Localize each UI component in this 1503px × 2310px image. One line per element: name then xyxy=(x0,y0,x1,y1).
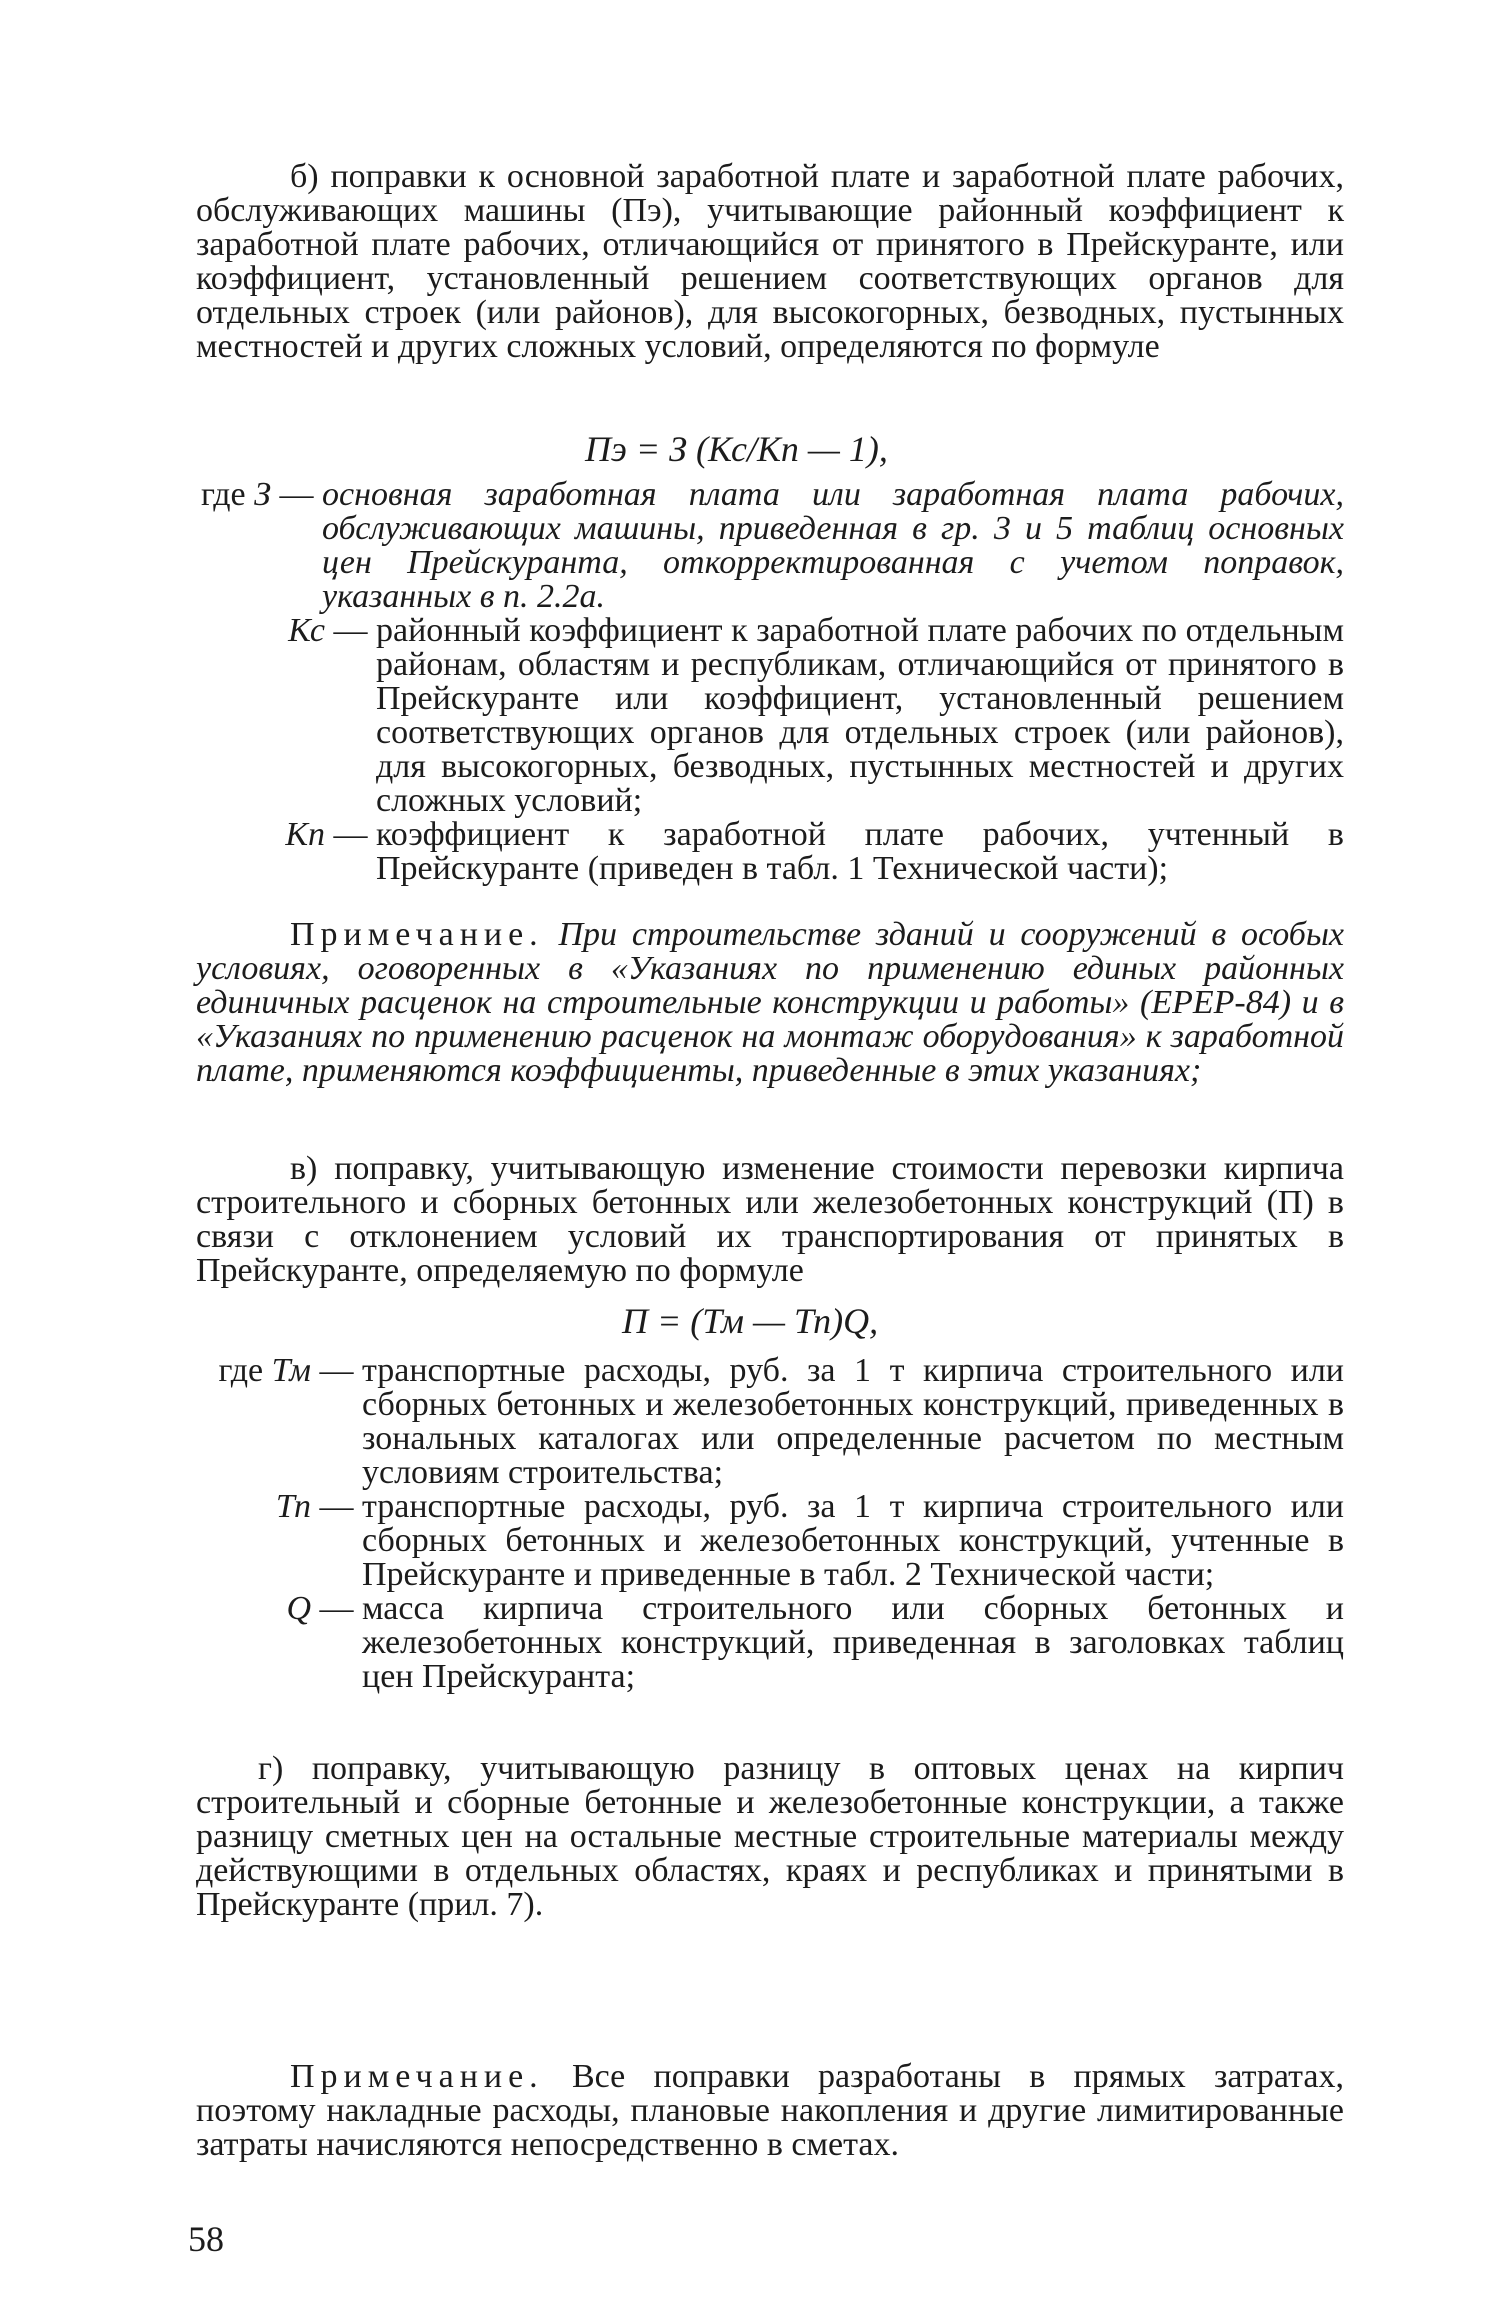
definition-row: Q — масса кирпича строительного или сборных бетонных и железобетонных конструкций, приведенная в заголовках таблиц цен Прейскуранта; xyxy=(286,1590,1344,1695)
page-number: 58 xyxy=(188,2219,224,2259)
definition-q: масса кирпича строительного или сборных бетонных и железобетонных конструкций, приведенная в заголовках таблиц цен Прейскуранта; xyxy=(362,1590,1344,1695)
definition-row: где З — основная заработная плата или заработная плата рабочих, обслуживающих машины, приведенная в гр. 3 и 5 таблиц основных цен Прейскуранта, откорректированная с учетом поправок, указанных в п. 2.2а. xyxy=(201,476,1344,615)
definition-z: основная заработная плата или заработная плата рабочих, обслуживающих машины, приведенная в гр. 3 и 5 таблиц основных цен Прейскуранта, откорректированная с учетом поправок, указанных в п. 2.2а. xyxy=(322,476,1344,615)
formula-p: П = (Тм — Тп)Q, xyxy=(622,1301,879,1341)
symbol-tp: Тп xyxy=(275,1488,311,1525)
definitions-2 xyxy=(196,1354,1344,1694)
note-1 xyxy=(196,918,1344,1088)
definition-row: Кс — районный коэффициент к заработной плате рабочих по отдельным районам, областям и республикам, отличающийся от принятого в Прейскуранте или коэффициент, установленный решением соответствующих органов для отдельных строек (или районов), для высокогорных, безводных, пустынных местностей и других сложных условий; xyxy=(288,612,1344,819)
note-1-text: При строительстве зданий и сооружений в особых условиях, оговоренных в «Указаниях по применению единых районных единичных расценок на строительные конструкции и работы» (ЕРЕР-84) и в «Указаниях по применению расценок на монтаж оборудования» к заработной плате, применяются коэффициенты, приведенные в этих указаниях; xyxy=(196,916,1344,1089)
note-2-text: Все поправки разработаны в прямых затратах, поэтому накладные расходы, плановые накопления и другие лимитированные затраты начисляются непосредственно в сметах. xyxy=(196,2058,1344,2163)
paragraph-g-text: г) поправку, учитывающую разницу в оптовых ценах на кирпич строительный и сборные бетонные и железобетонные конструкции, а также разницу сметных цен на остальные местные строительные материалы между действующими в отдельных областях, краях и республиках и принятыми в Прейскуранте (прил. 7). xyxy=(196,1750,1344,1923)
definition-tp: транспортные расходы, руб. за 1 т кирпича строительного или сборных бетонных и железобетонных конструкций, учтенные в Прейскуранте и приведенные в табл. 2 Технической части; xyxy=(362,1488,1344,1593)
definition-tm: транспортные расходы, руб. за 1 т кирпича строительного или сборных бетонных и железобетонных конструкций, приведенных в зональных каталогах или определенные расчетом по местным условиям строительства; xyxy=(362,1352,1344,1491)
paragraph-g xyxy=(196,1752,1344,1922)
note-2 xyxy=(196,2060,1344,2162)
paragraph-v xyxy=(196,1152,1344,1288)
formula-pz: Пэ = З (Кс/Кп — 1), xyxy=(585,429,888,469)
note-1-label: Примечание. xyxy=(290,916,544,953)
note-2-label: Примечание. xyxy=(290,2058,544,2095)
symbol-kc: Кс xyxy=(288,612,325,649)
where-label: где xyxy=(218,1352,264,1389)
definition-kp: коэффициент к заработной плате рабочих, учтенный в Прейскуранте (приведен в табл. 1 Технической части); xyxy=(376,816,1344,887)
symbol-tm: Тм xyxy=(271,1352,311,1389)
definition-row: где Тм — транспортные расходы, руб. за 1 т кирпича строительного или сборных бетонных и железобетонных конструкций, приведенных в зональных каталогах или определенные расчетом по местным условиям строительства; xyxy=(218,1352,1344,1491)
paragraph-b-text: б) поправки к основной заработной плате и заработной плате рабочих, обслуживающих машины (Пэ), учитывающие районный коэффициент к заработной плате рабочих, отличающийся от принятого в Прейскуранте, или коэффициент, установленный решением соответствующих органов для отдельных строек (или районов), для высокогорных, безводных, пустынных местностей и других сложных условий, определяются по формуле xyxy=(196,158,1344,365)
symbol-z: З xyxy=(254,476,271,513)
definition-kc: районный коэффициент к заработной плате рабочих по отдельным районам, областям и республикам, отличающийся от принятого в Прейскуранте или коэффициент, установленный решением соответствующих органов для отдельных строек (или районов), для высокогорных, безводных, пустынных местностей и других сложных условий; xyxy=(376,612,1344,819)
definitions-1 xyxy=(196,478,1344,886)
paragraph-b xyxy=(196,160,1344,364)
definition-row: Кп — коэффициент к заработной плате рабочих, учтенный в Прейскуранте (приведен в табл. 1 Технической части); xyxy=(285,816,1344,887)
where-label: где xyxy=(201,476,246,513)
definition-row: Тп — транспортные расходы, руб. за 1 т кирпича строительного или сборных бетонных и железобетонных конструкций, учтенные в Прейскуранте и приведенные в табл. 2 Технической части; xyxy=(275,1488,1344,1593)
symbol-q: Q xyxy=(286,1590,311,1627)
paragraph-v-text: в) поправку, учитывающую изменение стоимости перевозки кирпича строительного и сборных бетонных или железобетонных конструкций (П) в связи с отклонением условий их транспортирования от принятых в Прейскуранте, определяемую по формуле xyxy=(196,1150,1344,1289)
symbol-kp: Кп xyxy=(285,816,325,853)
